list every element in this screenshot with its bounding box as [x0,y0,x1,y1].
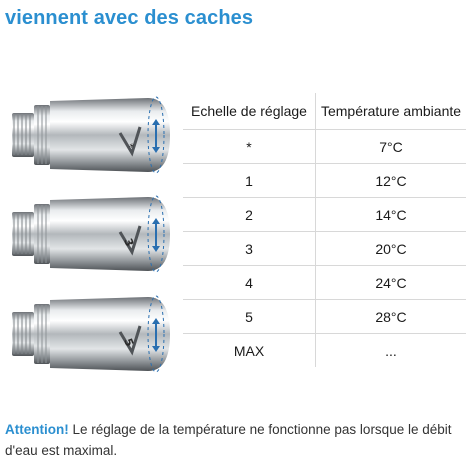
scale-cell: MAX [183,334,316,368]
temperature-cell: 7°C [316,130,467,164]
temperature-cell: 14°C [316,198,467,232]
temperature-cell: 20°C [316,232,467,266]
table-row [183,266,466,300]
table-row [183,334,466,368]
valve-marking: * [123,142,136,151]
scale-cell: * [183,130,316,164]
table-header-row [183,93,466,130]
temperature-cell: 12°C [316,164,467,198]
scale-cell: 1 [183,164,316,198]
column-header-temperature: Température ambiante [316,93,467,130]
page-headline: viennent avec des caches [5,7,254,29]
scale-cell: 5 [183,300,316,334]
thermostatic-valve-image [8,93,176,177]
valve-marking: 3 [121,236,137,249]
attention-label: Attention! [5,422,69,437]
temperature-cell: 24°C [316,266,467,300]
warning-note [5,419,465,461]
scale-cell: 3 [183,232,316,266]
temperature-cell: 28°C [316,300,467,334]
warning-text: Le réglage de la température ne fonctionne pas lorsque le débit d'eau est maximal. [5,422,452,458]
scale-cell: 4 [183,266,316,300]
temperature-cell: ... [385,342,397,359]
table-row [183,232,466,266]
table-row [183,300,466,334]
valve-marking: 5 [121,336,137,349]
table-row [183,130,466,164]
thermostatic-valve-image [8,192,176,276]
temperature-scale-table [183,93,466,367]
table-row [183,198,466,232]
scale-cell: 2 [183,198,316,232]
column-header-scale: Echelle de réglage [183,93,316,130]
table-row [183,164,466,198]
thermostatic-valve-image [8,292,176,376]
